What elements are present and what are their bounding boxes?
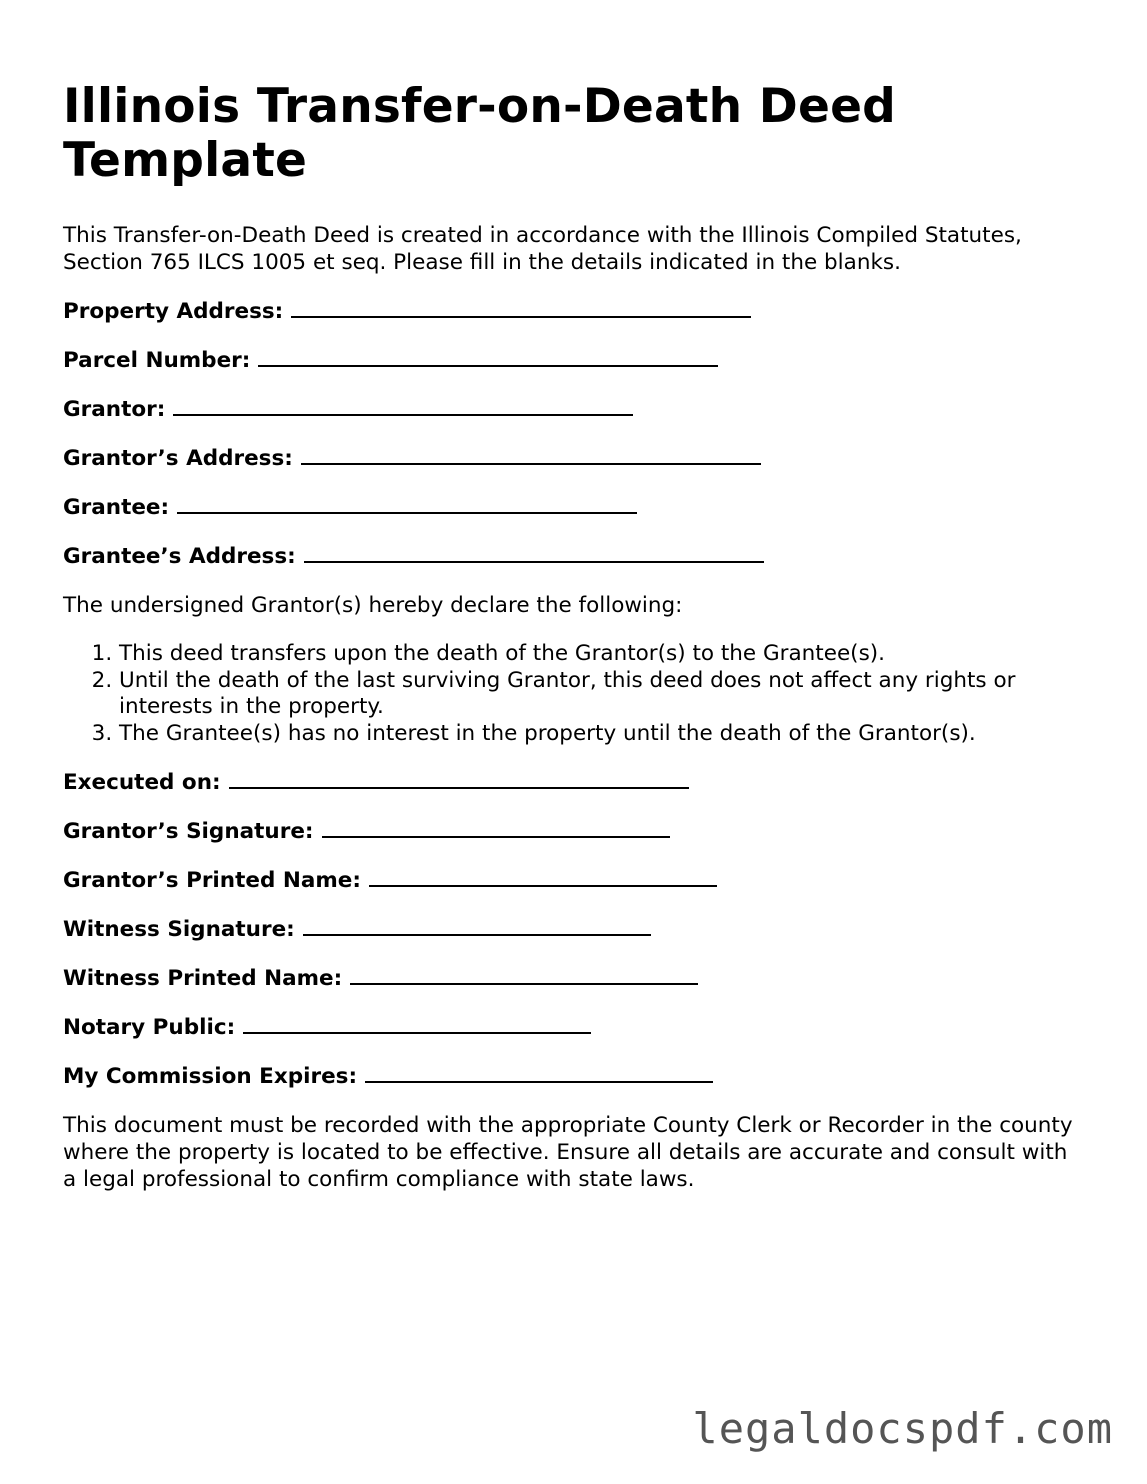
witness-signature-blank[interactable] — [303, 916, 651, 936]
execution-fields — [63, 769, 1083, 1090]
parcel-number-field — [63, 347, 1083, 374]
notary-public-blank[interactable] — [243, 1014, 591, 1034]
grantor-address-field — [63, 445, 1083, 472]
executed-on-blank[interactable] — [229, 769, 689, 789]
witness-printed-name-field — [63, 965, 1083, 992]
property-address-field — [63, 298, 1083, 325]
commission-expires-field — [63, 1063, 1083, 1090]
document-title: Illinois Transfer-on-Death Deed Template — [63, 79, 897, 188]
witness-signature-field — [63, 916, 1083, 943]
field-label: Grantee’s Address: — [63, 544, 296, 569]
closing-paragraph: This document must be recorded with the appropriate County Clerk or Recorder in the county where the property is located to be effective. Ensure all details are accurate and consult with a legal professional to confirm compliance with state laws. — [63, 1113, 1073, 1192]
notary-public-field — [63, 1014, 1083, 1041]
grantor-printed-name-field — [63, 867, 1083, 894]
grantor-printed-name-blank[interactable] — [369, 867, 717, 887]
grantor-blank[interactable] — [173, 396, 633, 416]
terms-list — [63, 641, 1083, 747]
field-label: Grantor’s Printed Name: — [63, 868, 361, 893]
field-label: My Commission Expires: — [63, 1064, 358, 1089]
list-item: 2. Until the death of the last surviving Grantor, this deed does not affect any rights or interests in the property. — [119, 668, 1083, 721]
field-label: Witness Signature: — [63, 917, 295, 942]
watermark-text: legaldocspdf.com — [692, 1404, 1113, 1453]
parcel-number-blank[interactable] — [258, 347, 718, 367]
property-fields — [63, 298, 1083, 570]
list-item: 3. The Grantee(s) has no interest in the property until the death of the Grantor(s). — [119, 721, 1083, 748]
grantor-signature-blank[interactable] — [322, 818, 670, 838]
grantor-signature-field — [63, 818, 1083, 845]
witness-printed-name-blank[interactable] — [350, 965, 698, 985]
grantee-address-blank[interactable] — [304, 543, 764, 563]
property-address-blank[interactable] — [291, 298, 751, 318]
declaration-text: The undersigned Grantor(s) hereby declare the following: — [63, 593, 683, 618]
grantee-field — [63, 494, 1083, 521]
field-label: Notary Public: — [63, 1015, 236, 1040]
field-label: Grantor’s Address: — [63, 446, 293, 471]
field-label: Witness Printed Name: — [63, 966, 343, 991]
grantee-address-field — [63, 543, 1083, 570]
grantee-blank[interactable] — [177, 494, 637, 514]
field-label: Grantor’s Signature: — [63, 819, 314, 844]
intro-paragraph: This Transfer-on-Death Deed is created in accordance with the Illinois Compiled Statutes, Section 765 ILCS 1005 et seq. Please fill in the details indicated in the blanks. — [63, 223, 1022, 275]
field-label: Executed on: — [63, 770, 221, 795]
field-label: Grantor: — [63, 397, 166, 422]
grantor-address-blank[interactable] — [301, 445, 761, 465]
commission-expires-blank[interactable] — [365, 1063, 713, 1083]
field-label: Grantee: — [63, 495, 170, 520]
field-label: Property Address: — [63, 299, 284, 324]
deed-document — [63, 80, 1083, 1193]
field-label: Parcel Number: — [63, 348, 251, 373]
list-item: 1. This deed transfers upon the death of the Grantor(s) to the Grantee(s). — [119, 641, 1083, 668]
executed-on-field — [63, 769, 1083, 796]
grantor-field — [63, 396, 1083, 423]
